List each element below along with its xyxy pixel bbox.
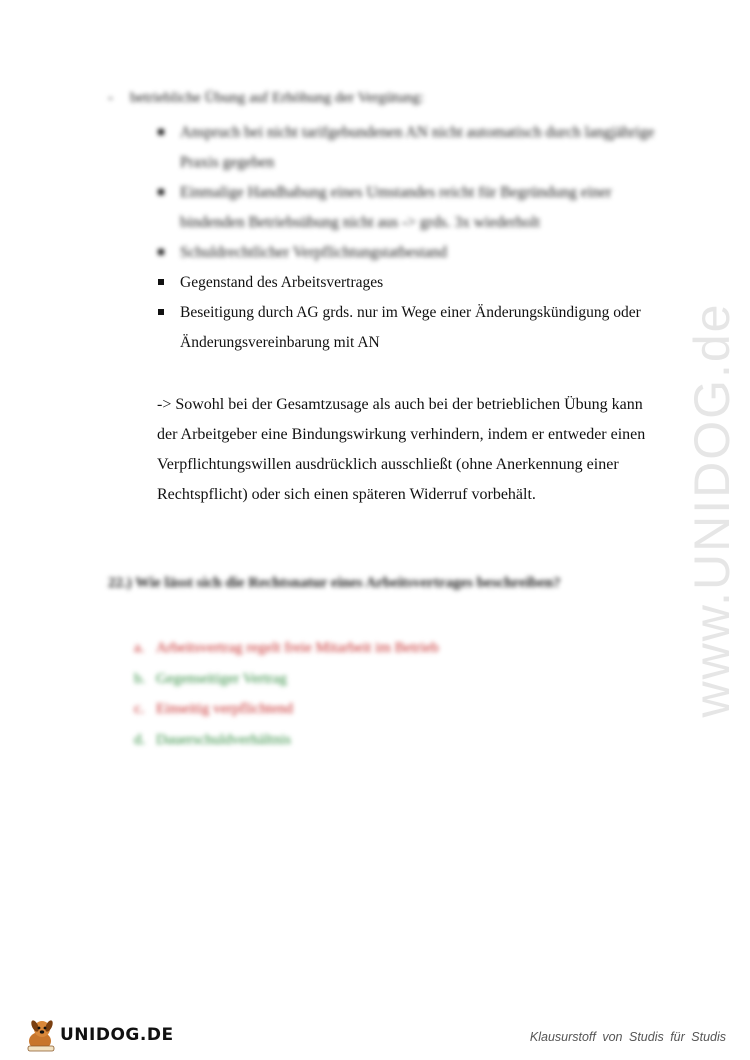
question-heading: 22.) Wie lässt sich die Rechtsnatur eines Arbeitsvertrages beschreiben? — [108, 575, 561, 591]
answer-text: Dauerschuldverhältnis — [156, 731, 291, 748]
answer-option-correct — [134, 664, 439, 695]
logo-text: UNIDOG.DE — [60, 1025, 174, 1045]
square-bullet-icon — [158, 279, 164, 285]
answer-text: Arbeitsvertrag regelt freie Mitarbeit im Betrieb — [156, 640, 439, 656]
answer-letter: c. — [134, 701, 145, 717]
body-paragraph: -> Sowohl bei der Gesamtzusage als auch bei der betrieblichen Übung kann der Arbeitgeber eine Bindungswirkung verhindern, indem er entweder einen Verpflichtungswillen ausdrücklich ausschließt (ohne Anerkennung einer Rechtspflicht) oder sich einen späteren Widerruf vorbehält. — [157, 396, 646, 503]
bullet-list — [158, 118, 658, 358]
section-heading — [108, 90, 424, 107]
bullet-text: Beseitigung durch AG grds. nur im Wege einer Änderungskündigung oder Änderungsvereinbarung mit AN — [180, 304, 641, 351]
answer-text: Gegenseitiger Vertrag — [156, 670, 287, 687]
footer-tagline: Klausurstoff von Studis für Studis — [529, 1030, 726, 1044]
bullet-text: Einmalige Handhabung eines Umstandes reicht für Begründung einer bindenden Betriebsübung nicht aus -> grds. 3x wiederholt — [180, 184, 612, 231]
unidog-logo[interactable] — [22, 1017, 174, 1053]
answer-letter: d. — [134, 731, 146, 748]
dash-marker: - — [108, 90, 113, 106]
bullet-item — [158, 238, 658, 268]
bullet-text: Gegenstand des Arbeitsvertrages — [180, 274, 384, 291]
answer-option-wrong — [134, 633, 439, 664]
answer-option-wrong — [134, 694, 439, 725]
answer-letter: b. — [134, 670, 146, 687]
answer-list — [134, 633, 439, 755]
bullet-item — [158, 118, 658, 178]
square-bullet-icon — [158, 309, 164, 315]
bullet-item — [158, 178, 658, 238]
answer-text: Einseitig verpflichtend — [156, 701, 294, 717]
bullet-item — [158, 298, 658, 358]
answer-letter: a. — [134, 640, 145, 656]
dog-mascot-icon — [22, 1017, 62, 1053]
section-heading-text: betriebliche Übung auf Erhöhung der Vergütung: — [130, 90, 424, 106]
square-bullet-icon — [158, 189, 164, 195]
watermark: www.UNIDOG.de — [684, 302, 740, 718]
bullet-text: Schuldrechtlicher Verpflichtungstatbestand — [180, 244, 448, 261]
answer-option-correct — [134, 725, 439, 756]
square-bullet-icon — [158, 129, 164, 135]
bullet-item — [158, 268, 658, 298]
square-bullet-icon — [158, 249, 164, 255]
bullet-text: Anspruch bei nicht tarifgebundenen AN nicht automatisch durch langjährige Praxis gegeben — [180, 124, 655, 171]
